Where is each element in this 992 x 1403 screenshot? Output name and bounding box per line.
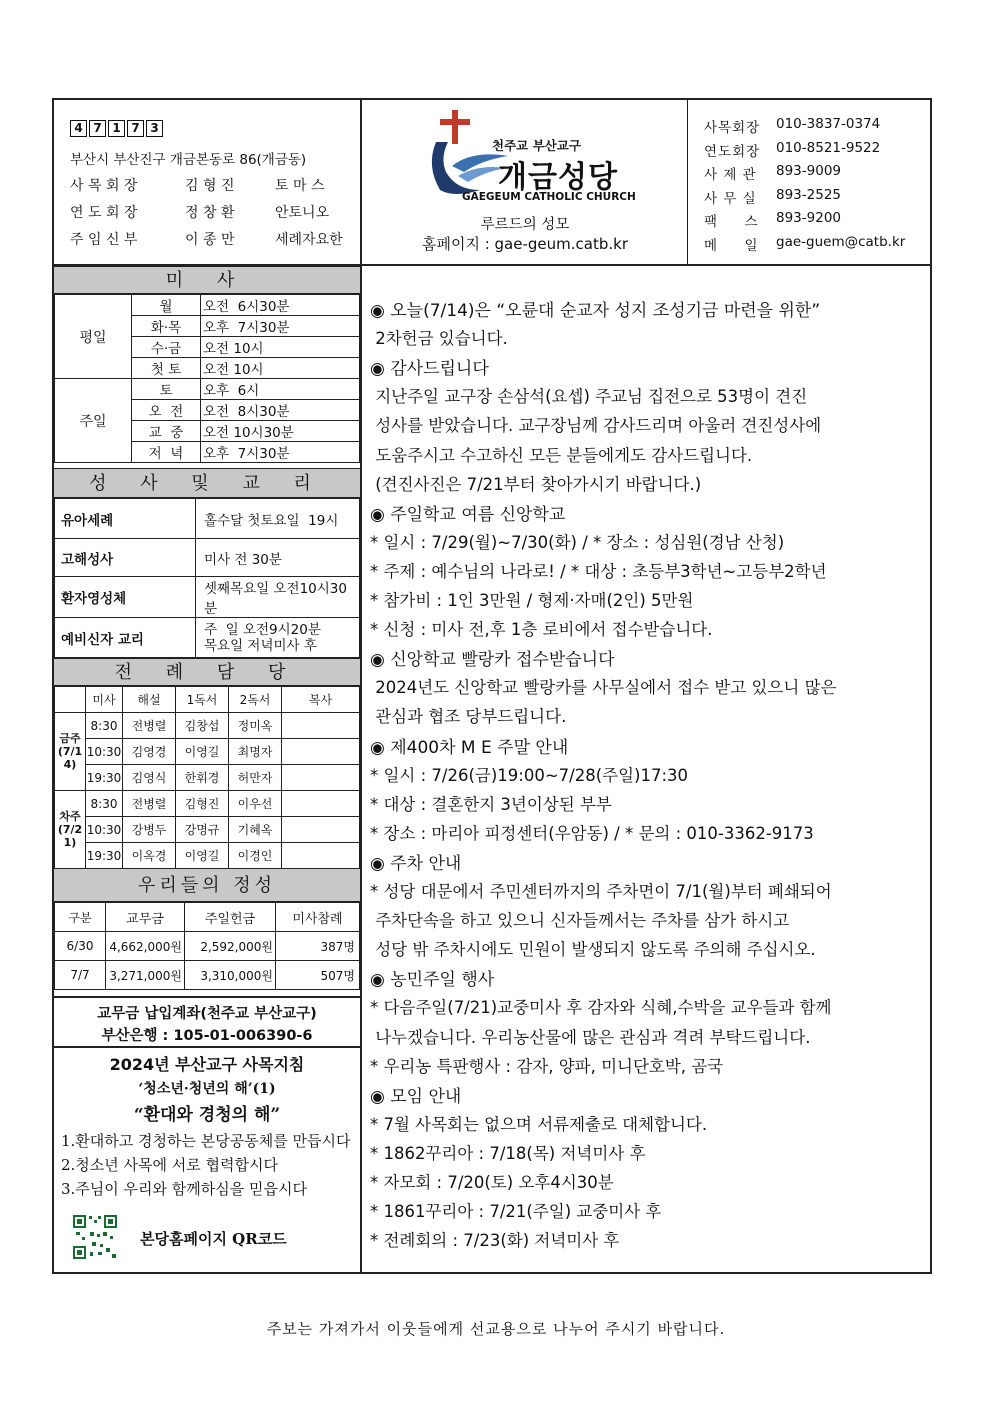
- account-line-2: 부산은행 : 105-01-006390-6: [101, 1028, 313, 1044]
- divider: [54, 1046, 360, 1048]
- pastoral-title: 2024년 부산교구 사목지침: [109, 1055, 305, 1074]
- notice-heading: ◉ 농민주일 행사: [370, 970, 495, 991]
- notice-heading: ◉ 제400차 M E 주말 안내: [370, 737, 569, 758]
- contact-row: 사 무 실 893-2525: [704, 187, 841, 207]
- notice-line: * 1862꾸리아 : 7/18(목) 저녁미사 후: [370, 1143, 646, 1163]
- notice-line: * 다음주일(7/21)교중미사 후 감자와 식혜,수박을 교우들과 함께: [370, 998, 832, 1018]
- contact-row: 사 제 관 893-9009: [704, 163, 841, 183]
- notice-line: (견진사진은 7/21부터 찾아가시기 바랍니다.): [370, 474, 702, 494]
- header-left: [54, 100, 362, 266]
- pastoral-subtitle: ‘청소년·청년의 해’(1): [138, 1081, 276, 1097]
- pastoral-item: 1.환대하고 경청하는 본당공동체를 만듭시다: [61, 1132, 351, 1150]
- notice-heading: ◉ 감사드립니다: [370, 359, 489, 380]
- contact-row: 사목회장 010-3837-0374: [704, 116, 881, 136]
- notice-heading: ◉ 신앙학교 빨랑카 접수받습니다: [370, 650, 615, 671]
- homepage-link[interactable]: 홈페이지 : gae-geum.catb.kr: [421, 235, 628, 253]
- notice-line: 2차헌금 있습니다.: [370, 329, 508, 349]
- zip-code: 4 7 1 7 3: [70, 120, 163, 137]
- notice-line: 도움주시고 수고하신 모든 분들에게도 감사드립니다.: [370, 445, 753, 465]
- officer-row: 사 목 회 장 김 형 진 토 마 스: [70, 178, 325, 194]
- notice-heading: ◉ 오늘(7/14)은 “오륜대 순교자 성지 조성기금 마련을 위한”: [370, 301, 821, 321]
- notice-line: 지난주일 교구장 손삼석(요셉) 주교님 집전으로 53명이 견진: [370, 387, 808, 407]
- liturgy-title: 전 례 담 당: [54, 658, 360, 686]
- contact-row: 팩 스 893-9200: [704, 210, 841, 230]
- notice-line: 성사를 받았습니다. 교구장님께 감사드리며 아울러 견진성사에: [370, 416, 822, 436]
- church-address: 부산시 부산진구 개금본동로 86(개금동): [70, 152, 307, 168]
- offering-table: 구분 교무금 주일헌금 미사참례 6/30 4,662,000원 2,592,000원 387명 7/7 3,271,000원 3,310,000원 507명: [54, 902, 360, 990]
- notice-line: * 장소 : 마리아 피정센터(우암동) / * 문의 : 010-3362-9173: [370, 823, 814, 843]
- notice-line: * 1861꾸리아 : 7/21(주일) 교중미사 후: [370, 1202, 662, 1222]
- divider: [54, 996, 360, 998]
- notice-line: * 대상 : 결혼한지 3년이상된 부부: [370, 794, 612, 814]
- officer-row: 연 도 회 장 정 창 환 안토니오: [70, 205, 330, 221]
- header-contacts: [688, 100, 930, 266]
- notice-line: * 주제 : 예수님의 나라로! / * 대상 : 초등부3학년~고등부2학년: [370, 561, 827, 581]
- notice-line: * 성당 대문에서 주민센터까지의 주차면이 7/1(월)부터 폐쇄되어: [370, 882, 832, 901]
- header-logo: [362, 100, 688, 266]
- footer-note: 주보는 가져가서 이웃들에게 선교용으로 나누어 주시기 바랍니다.: [266, 1320, 726, 1338]
- patron-saint: 루르드의 성모: [480, 217, 570, 233]
- pastoral-item: 2.청소년 사목에 서로 협력합시다: [61, 1156, 278, 1174]
- notice-heading: ◉ 주일학교 여름 신앙학교: [370, 504, 566, 525]
- notice-line: * 우리농 특판행사 : 감자, 양파, 미니단호박, 곰국: [370, 1056, 724, 1076]
- officer-row: 주 임 신 부 이 종 만 세례자요한: [70, 232, 343, 248]
- notice-line: * 참가비 : 1인 3만원 / 형제·자매(2인) 5만원: [370, 591, 694, 610]
- left-column: [54, 266, 362, 1272]
- offering-title: 우리들의 정성: [54, 868, 360, 902]
- contact-row: 메 일 gae-guem@catb.kr: [704, 234, 906, 254]
- church-name: 개금성당: [498, 160, 618, 195]
- notice-line: 관심과 협조 당부드립니다.: [370, 707, 567, 727]
- notice-line: * 자모회 : 7/20(토) 오후4시30분: [370, 1173, 614, 1192]
- contact-row: 연도회장 010-8521-9522: [704, 140, 881, 160]
- mass-schedule-table: 평일 월 오전 6시30분 화·목 오후 7시30분 수·금 오전 10시 첫 토 오전 10시 주일 토 오후 6시 오 전 오전 8시30분 교 중 오전 10시30분 저 녁 오후 7시30분: [54, 294, 360, 463]
- mass-title: 미 사: [54, 266, 360, 294]
- pastoral-motto: “환대와 경청의 해”: [133, 1105, 281, 1125]
- church-name-en: GAEGEUM CATHOLIC CHURCH: [462, 191, 636, 203]
- sacraments-table: 유아세례 홀수달 첫토요일 19시 고해성사 미사 전 30분 환자영성체 셋째목요일 오전10시30분 예비신자 교리 주 일 오전9시20분 목요일 저녁미사 후: [54, 498, 360, 658]
- notice-line: 주차단속을 하고 있으니 신자들께서는 주차를 삼가 하시고: [370, 911, 790, 931]
- notice-line: 나누겠습니다. 우리농산물에 많은 관심과 격려 부탁드립니다.: [370, 1027, 811, 1047]
- notice-line: * 일시 : 7/29(월)~7/30(화) / * 장소 : 성심원(경남 산청): [370, 532, 785, 552]
- notice-line: * 전례회의 : 7/23(화) 저녁미사 후: [370, 1231, 620, 1251]
- diocese-label: 천주교 부산교구: [492, 138, 581, 153]
- notice-heading: ◉ 모임 안내: [370, 1086, 462, 1107]
- notice-line: 2024년도 신앙학교 빨랑카를 사무실에서 접수 받고 있으니 많은: [370, 678, 837, 698]
- notice-line: * 일시 : 7/26(금)19:00~7/28(주일)17:30: [370, 765, 689, 785]
- qr-label: 본당홈페이지 QR코드: [140, 1230, 287, 1248]
- sacraments-title: 성 사 및 교 리: [54, 468, 360, 498]
- liturgy-table: 미사 해설 1독서 2독서 복사 금주(7/14) 8:30 전병렬 김창섭 정미옥 10:30 김영경 이영길 최명자 19:30 김영식 한휘경 허만자 차주(7/21) 8:30 전병렬 김형진 이우선 10:30 강병두 강명규 기혜옥 19:30 이옥경 이영길 이경인: [54, 686, 360, 869]
- notice-heading: ◉ 주차 안내: [370, 853, 462, 874]
- notice-line: 성당 밖 주차시에도 민원이 발생되지 않도록 주의해 주십시오.: [370, 940, 816, 960]
- pastoral-item: 3.주님이 우리와 함께하심을 믿읍시다: [61, 1180, 307, 1198]
- notice-line: * 신청 : 미사 전,후 1층 로비에서 접수받습니다.: [370, 620, 713, 640]
- qr-code-icon[interactable]: [72, 1214, 118, 1260]
- account-line-1: 교무금 납입계좌(천주교 부산교구): [97, 1006, 317, 1022]
- notices-panel: [364, 266, 930, 1272]
- notice-line: * 7월 사목회는 없으며 서류제출로 대체합니다.: [370, 1114, 708, 1134]
